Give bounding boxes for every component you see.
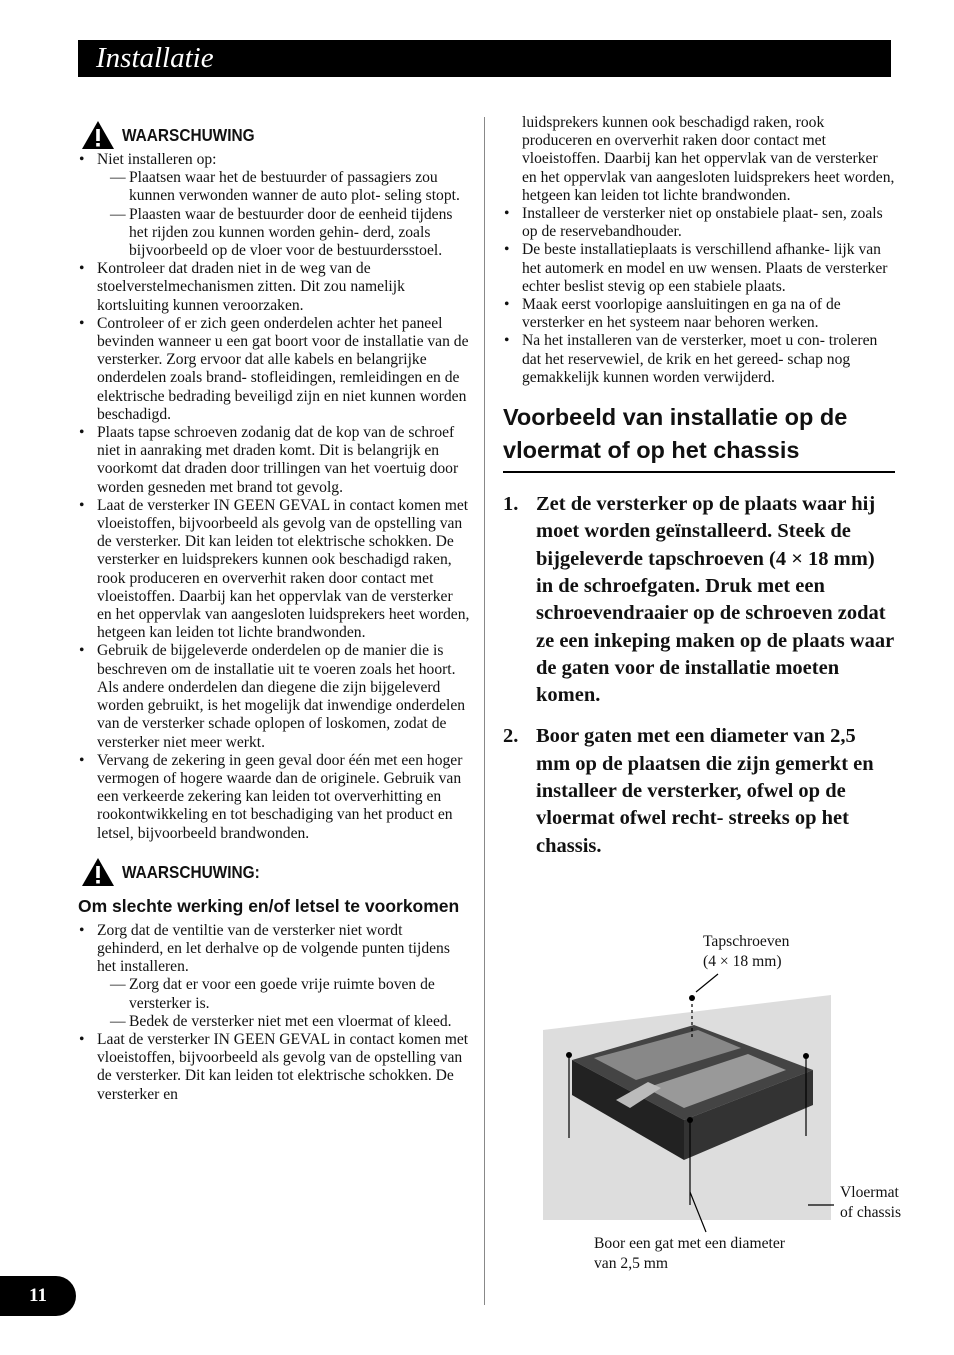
warning-title: WAARSCHUWING bbox=[122, 124, 255, 145]
dash-list bbox=[97, 976, 470, 1031]
bullet-list bbox=[503, 205, 895, 387]
figure-label-text: (4 × 18 mm) bbox=[703, 953, 782, 970]
continued-text: luidsprekers kunnen ook beschadigd raken, rook produceren en oververhit raken door contact met vloeistoffen. Daarbij kan het oppervlak van de versterker en het oppervlak van aangesloten luidsprekers heet worden, hetgeen kan leiden tot lichte brandwonden. bbox=[522, 114, 895, 204]
section-heading: Voorbeeld van installatie op de vloermat of op het chassis bbox=[503, 401, 895, 473]
amplifier-illustration bbox=[536, 930, 916, 1275]
page-title: Installatie bbox=[96, 42, 214, 74]
figure-label-text: Boor een gat met een diameter bbox=[594, 1235, 785, 1252]
floor-label bbox=[840, 1183, 901, 1223]
list-item: • Plaats tapse schroeven zodanig dat de kop van de schroef niet in aanraking met draden komt. Dit is belangrijk en voorkomt dat draden door trillingen van het voertuig door worden gesneden met brand tot gevolg. bbox=[78, 424, 470, 497]
figure-label-text: Vloermat bbox=[840, 1184, 899, 1201]
step-item bbox=[503, 491, 895, 709]
column-divider bbox=[484, 117, 485, 1305]
list-item bbox=[78, 151, 470, 260]
list-item: • Vervang de zekering in geen geval door één met een hoger vermogen of hogere waarde dan de originele. Gebruik van een verkeerde zekering kan leiden tot oververhitting en rookontwikkeling en tot beschadiging van het product en letsel, bijvoorbeeld brandwonden. bbox=[78, 752, 470, 843]
list-item-text: Zorg dat de ventiltie van de versterker niet wordt gehinderd, en let derhalve op de volgende punten tijdens het installeren. bbox=[97, 921, 450, 976]
step-text: Boor gaten met een diameter van 2,5 mm op de plaatsen die zijn gemerkt en installeer de versterker, ofwel op de vloermat ofwel recht- streeks op het chassis. bbox=[536, 725, 874, 857]
list-item: • Kontroleer dat draden niet in de weg van de stoelverstelmechanismen zitten. Dit zou namelijk kortsluiting kunnen veroorzaken. bbox=[78, 260, 470, 315]
dash-item: — Bedek de versterker niet met een vloermat of kleed. bbox=[110, 1013, 470, 1031]
warning-heading bbox=[81, 120, 470, 150]
left-column bbox=[78, 120, 470, 1104]
list-item-text: Niet installeren op: bbox=[97, 151, 217, 168]
warning-triangle-icon bbox=[81, 120, 115, 150]
dash-list bbox=[97, 169, 470, 260]
list-item: • De beste installatieplaats is verschillend afhanke- lijk van het automerk en model en uw wensen. Plaats de versterker echter beslist stevig op een stabiele plaats. bbox=[503, 241, 895, 296]
warning-title: WAARSCHUWING: bbox=[122, 861, 260, 882]
page-number: 11 bbox=[0, 1276, 76, 1316]
dash-item: — Plaatsen waar het de bestuurder of passagiers zou kunnen verwonden wanner de auto plot- seling stopt. bbox=[110, 169, 470, 205]
figure-label-text: of chassis bbox=[840, 1204, 902, 1221]
warning-list bbox=[78, 151, 470, 843]
screws-label bbox=[703, 932, 789, 972]
installation-figure bbox=[536, 930, 916, 1275]
drill-label bbox=[594, 1234, 785, 1274]
header-bar bbox=[78, 40, 891, 77]
list-item: • Laat de versterker IN GEEN GEVAL in contact komen met vloeistoffen, bijvoorbeeld als gevolg van de opstelling van de versterker. Dit kan leiden tot elektrische schokken. De versterker en luidsprekers kunnen ook beschadigd raken, rook produceren en oververhit raken door contact met vloeistoffen. Daarbij kan het oppervlak van de versterker en het oppervlak van aangesloten luidsprekers heet worden, hetgeen kan leiden tot lichte brandwonden. bbox=[78, 497, 470, 643]
list-item: • Laat de versterker IN GEEN GEVAL in contact komen met vloeistoffen, bijvoorbeeld als gevolg van de opstelling van de versterker. Dit kan leiden tot elektrische schokken. De versterker en bbox=[78, 1031, 470, 1104]
figure-label-text: Tapschroeven bbox=[703, 933, 790, 950]
list-item: • Installeer de versterker niet op onstabiele plaat- sen, zoals op de reservebandhouder. bbox=[503, 205, 895, 241]
warning-triangle-icon bbox=[81, 857, 115, 887]
step-list bbox=[503, 491, 895, 860]
dash-item: — Plaasten waar de bestuurder door de eenheid tijdens het rijden zou kunnen worden gehin- derd, zoals bijvoorbeeld op de vloer voor de bestuurdersstoel. bbox=[110, 206, 470, 261]
step-number: 2. bbox=[503, 725, 519, 748]
dash-item: — Zorg dat er voor een goede vrije ruimte boven de versterker is. bbox=[110, 976, 470, 1012]
warning-heading bbox=[81, 857, 470, 887]
list-item bbox=[78, 922, 470, 1031]
figure-label-text: van 2,5 mm bbox=[594, 1255, 669, 1272]
warning-list bbox=[78, 922, 470, 1104]
list-item: • Maak eerst voorlopige aansluitingen en ga na of de versterker en het systeem naar behoren werken. bbox=[503, 296, 895, 332]
step-number: 1. bbox=[503, 493, 519, 516]
step-item bbox=[503, 723, 895, 859]
warning-subtitle: Om slechte werking en/of letsel te voorkomen bbox=[78, 895, 460, 916]
list-item: • Gebruik de bijgeleverde onderdelen op de manier die is beschreven om de installatie uit te voeren zoals het hoort. Als andere onderdelen dan diegene die zijn bijgeleverd worden gebruikt, is het mogelijk dat inwendige onderdelen van de versterker schade oplopen of loskomen, zodat de versterker niet meer werkt. bbox=[78, 642, 470, 751]
right-column bbox=[503, 114, 895, 874]
step-text: Zet de versterker op de plaats waar hij moet worden geïnstalleerd. Steek de bijgeleverde tapschroeven (4 × 18 mm) in de schroefgaten. Druk met een schroevendraaier op de schroeven zodat ze een inkeping maken op de plaats waar de gaten voor de installatie moeten komen. bbox=[536, 493, 894, 707]
list-item: • Na het installeren van de versterker, moet u con- troleren dat het reservewiel, de krik en het gereed- schap nog gemakkelijk kunnen worden verwijderd. bbox=[503, 332, 895, 387]
list-item: • Controleer of er zich geen onderdelen achter het paneel bevinden wanneer u een gat boort voor de installatie van de versterker. Zorg ervoor dat alle kabels en belangrijke onderdelen zoals brand- stofleidingen, remleidingen en de elektrische bedrading beveiligd zijn en niet kunnen worden beschadigd. bbox=[78, 315, 470, 424]
